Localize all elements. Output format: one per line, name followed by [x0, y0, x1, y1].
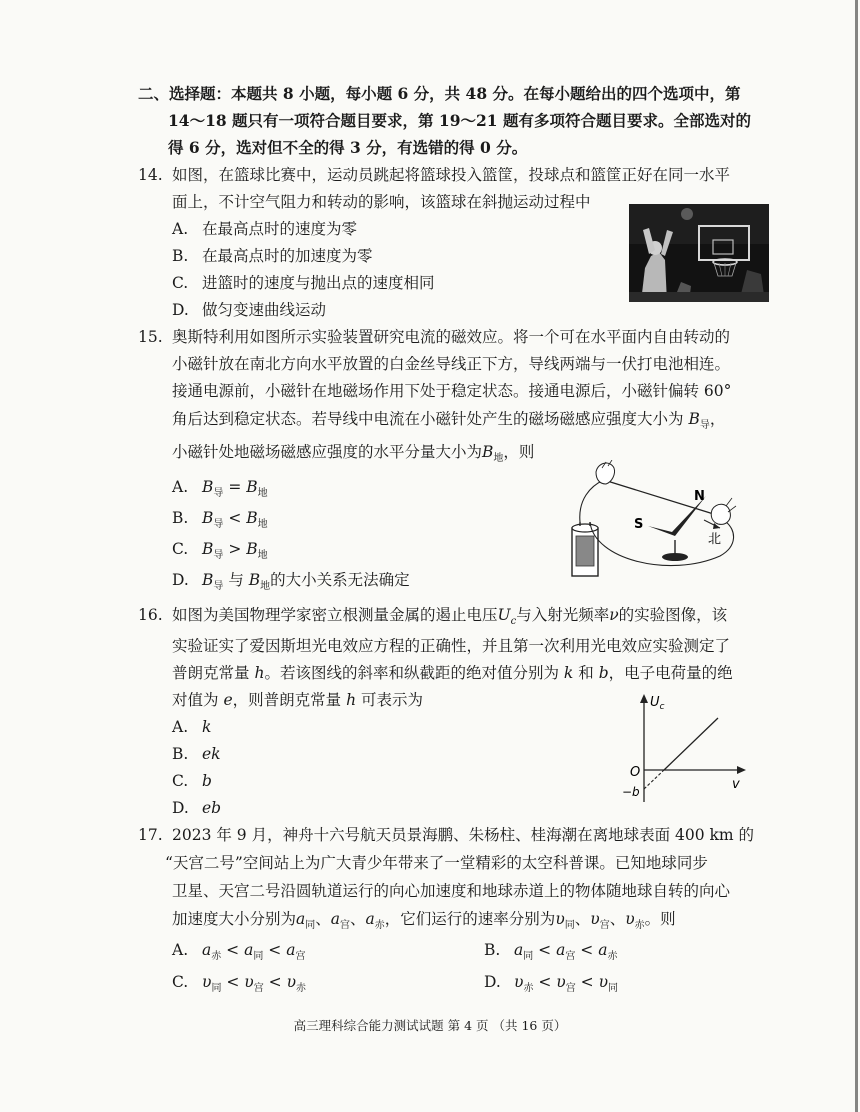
q14-option-d: D. 做匀变速曲线运动 [172, 301, 327, 319]
page-footer: 高三理科综合能力测试试题 第 4 页 （共 16 页） [293, 1018, 567, 1033]
q15-option-c: C. $B_导 > B_地$ [172, 540, 268, 562]
q15-line-1: 奥斯特利用如图所示实验装置研究电流的磁效应。将一个可在水平面内自由转动的 [172, 328, 731, 346]
x-axis-label: v [732, 777, 740, 792]
q14-number: 14. [138, 166, 163, 184]
q15-option-b: B. $B_导 < B_地$ [172, 509, 268, 531]
section-line-1: 二、选择题：本题共 8 小题，每小题 6 分，共 48 分。在每小题给出的四个选项中，第 [138, 84, 741, 103]
q15-line-3: 接通电源前，小磁针在地磁场作用下处于稳定状态。接通电源后，小磁针偏转 60° [172, 382, 732, 400]
origin-label: O [630, 765, 641, 780]
uc-v-graph [620, 690, 750, 808]
hand-right [711, 504, 730, 524]
q14-line-1: 如图，在篮球比赛中，运动员跳起将篮球投入篮筐，投球点和篮筐正好在同一水平 [172, 166, 731, 184]
q14-line-2: 面上，不计空气阻力和转动的影响，该篮球在斜抛运动过程中 [172, 193, 591, 211]
needle-stand [662, 553, 688, 561]
section-line-3: 得 6 分，选对但不全的得 3 分，有选错的得 0 分。 [168, 138, 528, 157]
q17-line-1: 2023 年 9 月，神舟十六号航天员景海鹏、朱杨柱、桂海潮在离地球表面 400 km 的 [172, 826, 755, 844]
q14-option-b: B. 在最高点时的加速度为零 [172, 247, 373, 265]
intercept-label: −b [622, 785, 640, 799]
q16-line-4: 对值为 e，则普朗克常量 h 可表示为 [172, 691, 424, 709]
q16-option-a: A. k [172, 718, 212, 736]
graph-line-extension [644, 770, 664, 789]
q17-option-c: C. $\upsilon_同 < \upsilon_宫 < \upsilon_赤$ [172, 973, 306, 995]
q17-line-2: “天宫二号”空间站上为广大青少年带来了一堂精彩的太空科普课。已知地球同步 [165, 854, 708, 872]
graph-line [664, 718, 718, 770]
q16-option-d: D. eb [172, 799, 222, 817]
hand-left [596, 463, 615, 484]
q17-option-b: B. $a_同 < a_宫 < a_赤$ [484, 941, 618, 963]
q15-line-2: 小磁针放在南北方向水平放置的白金丝导线正下方，导线两端与一伏打电池相连。 [172, 355, 731, 373]
wire-left [580, 480, 604, 522]
q17-line-4: 加速度大小分别为$a_同$、$a_宫$、$a_赤$，它们运行的速率分别为$\upsilon_同$、$\upsilon_宫$、$\upsilon_赤$。则 [172, 910, 676, 932]
q15-option-d: D. $B_导$ 与 $B_地$的大小关系无法确定 [172, 571, 410, 593]
q15-line-4: 角后达到稳定状态。若导线中电流在小磁针处产生的磁场磁感应强度大小为 $B_导$， [172, 410, 726, 432]
q16-line-2: 实验证实了爱因斯坦光电效应方程的正确性，并且第一次利用光电效应实验测定了 [172, 637, 731, 655]
q15-line-5: 小磁针处地磁场磁感应强度的水平分量大小为$B_地$，则 [172, 443, 535, 465]
scan-edge [855, 0, 858, 1112]
label-n: N [694, 489, 705, 504]
q15-option-a: A. $B_导 = B_地$ [172, 478, 268, 500]
q14-option-a: A. 在最高点时的速度为零 [172, 220, 358, 238]
label-north: 北 [708, 532, 722, 547]
q16-line-1: 如图为美国物理学家密立根测量金属的遏止电压$U_c$与入射光频率ν的实验图像，该 [172, 606, 728, 628]
q17-line-3: 卫星、天宫二号沿圆轨道运行的向心加速度和地球赤道上的物体随地球自转的向心 [172, 882, 731, 900]
section-line-2: 14～18 题只有一项符合题目要求，第 19～21 题有多项符合题目要求。全部选对的 [168, 111, 751, 130]
q16-number: 16. [138, 606, 163, 624]
q15-number: 15. [138, 328, 163, 346]
q16-line-3: 普朗克常量 h。若该图线的斜率和纵截距的绝对值分别为 k 和 b，电子电荷量的绝 [172, 664, 733, 682]
y-axis-label: $U_c$ [650, 695, 665, 712]
q16-option-b: B. ek [172, 745, 221, 763]
q17-option-d: D. $\upsilon_赤 < \upsilon_宫 < \upsilon_同$ [484, 973, 618, 995]
oersted-figure [560, 460, 750, 590]
q17-option-a: A. $a_赤 < a_同 < a_宫$ [172, 941, 306, 963]
q14-option-c: C. 进篮时的速度与抛出点的速度相同 [172, 274, 435, 292]
q17-number: 17. [138, 826, 163, 844]
q16-option-c: C. b [172, 772, 212, 790]
basketball-photo [629, 204, 769, 302]
label-s: S [634, 517, 644, 532]
